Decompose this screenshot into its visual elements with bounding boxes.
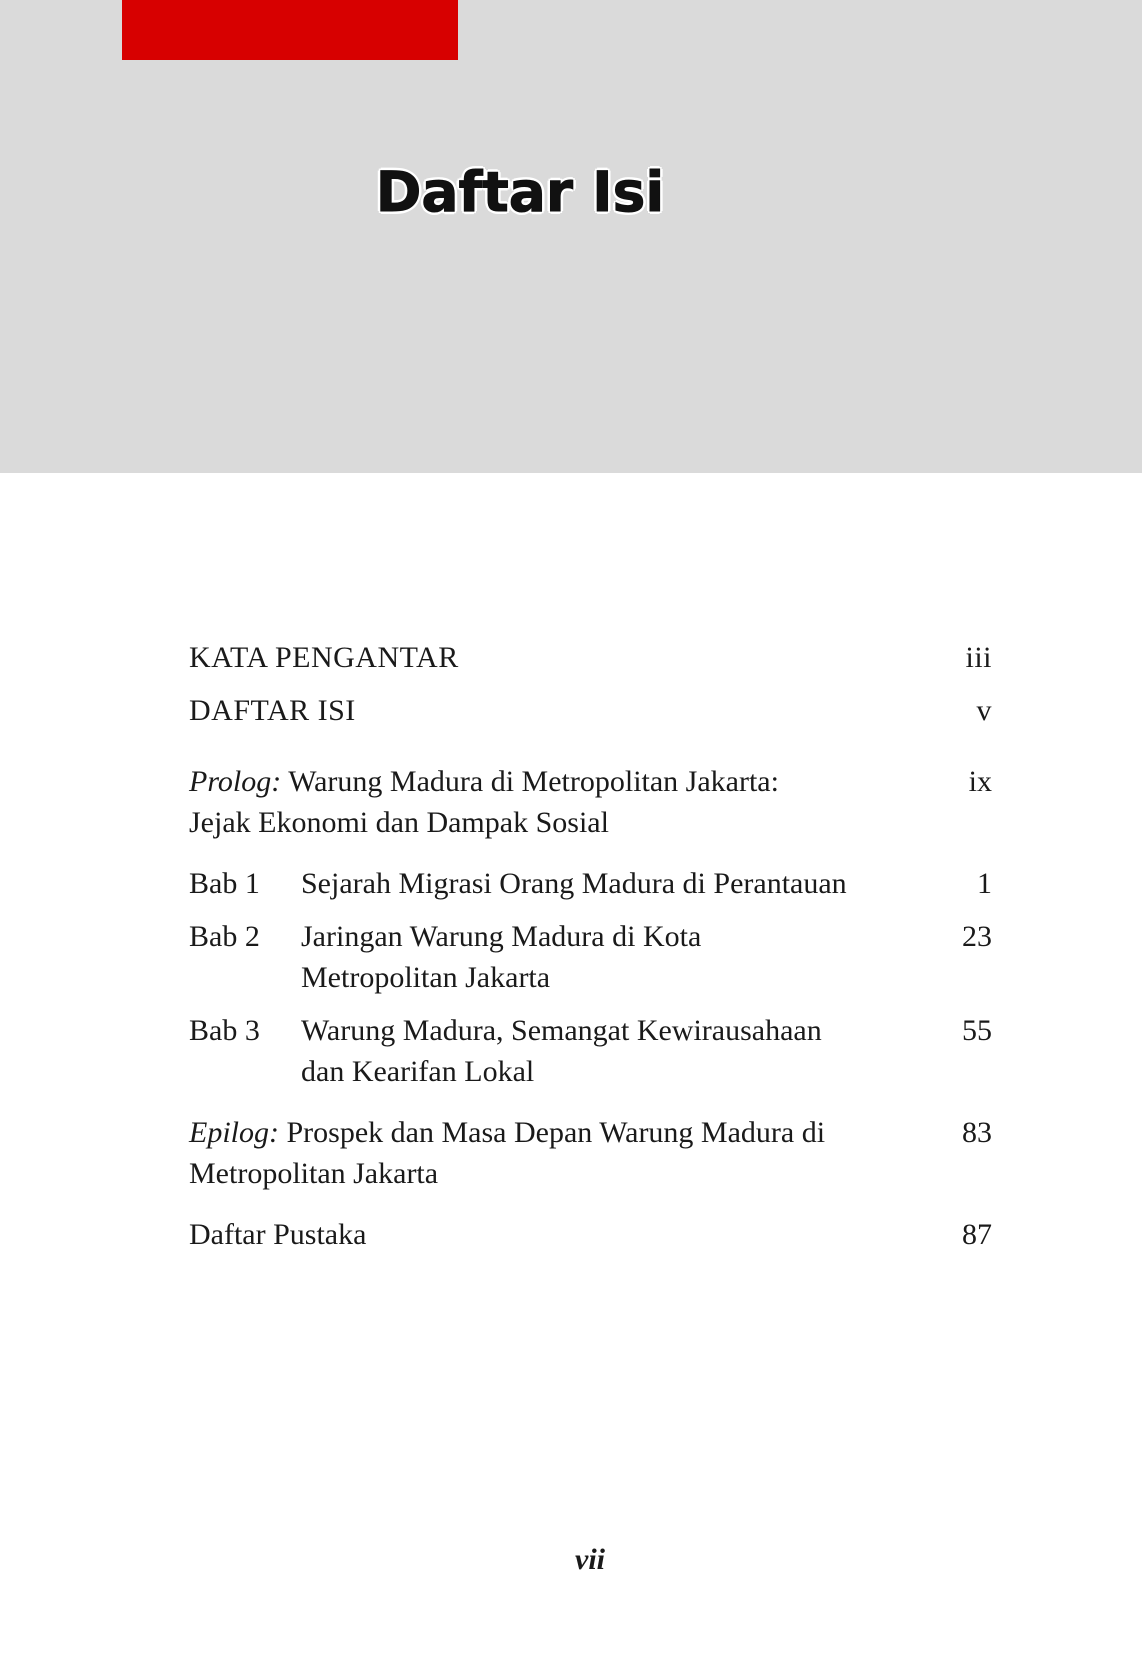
toc-entry-title-line1: Warung Madura di Metropolitan Jakarta:	[288, 765, 779, 798]
toc-entry-title: DAFTAR ISI	[189, 694, 356, 727]
toc-entry-bab-1[interactable]	[189, 863, 992, 904]
chapter-label: Bab 2	[189, 920, 260, 953]
toc-entry-page: 1	[977, 867, 992, 900]
chapter-label: Bab 1	[189, 867, 260, 900]
toc-entry-bab-2[interactable]	[189, 916, 992, 998]
chapter-entry	[189, 863, 992, 904]
toc-entry-prolog[interactable]	[189, 761, 992, 843]
toc-entry-prefix: Prolog:	[189, 765, 282, 798]
toc-entry-page: v	[976, 694, 992, 727]
toc-entry-title	[189, 761, 992, 843]
toc-entry-page: ix	[968, 765, 992, 798]
toc-entry-title: Daftar Pustaka	[189, 1218, 367, 1251]
toc-entry-daftar-pustaka[interactable]	[189, 1214, 992, 1255]
chapter-title-line1: Jaringan Warung Madura di Kota	[301, 920, 702, 953]
toc-entry-title-line2: Metropolitan Jakarta	[189, 1157, 439, 1190]
toc-entry-title-line2: Jejak Ekonomi dan Dampak Sosial	[189, 806, 609, 839]
toc-entry-bab-3[interactable]	[189, 1010, 992, 1092]
toc-entry-title-line1: Prospek dan Masa Depan Warung Madura di	[286, 1116, 826, 1149]
accent-tab	[122, 0, 458, 60]
chapter-title-line2: dan Kearifan Lokal	[301, 1055, 535, 1088]
toc-entry-page: 83	[962, 1116, 992, 1149]
chapter-entry	[189, 916, 992, 998]
toc-entry-title	[189, 1112, 992, 1194]
toc-entry-page: 87	[962, 1218, 992, 1251]
chapter-entry	[189, 1010, 992, 1092]
chapter-title-line2: Metropolitan Jakarta	[301, 961, 551, 994]
toc-entry-prefix: Epilog:	[189, 1116, 279, 1149]
toc-entry-kata-pengantar[interactable]	[189, 637, 992, 678]
table-of-contents	[189, 637, 992, 1255]
chapter-label: Bab 3	[189, 1014, 260, 1047]
chapter-title-line1: Sejarah Migrasi Orang Madura di Perantauan	[301, 867, 847, 900]
chapter-title-line1: Warung Madura, Semangat Kewirausahaan	[301, 1014, 822, 1047]
chapter-title	[301, 863, 942, 904]
toc-entry-page: 55	[962, 1014, 992, 1047]
toc-entry-epilog[interactable]	[189, 1112, 992, 1194]
chapter-title	[301, 1010, 942, 1092]
toc-entry-page: iii	[965, 641, 992, 674]
page-title: Daftar Isi	[375, 160, 665, 224]
header-band	[0, 0, 1142, 473]
chapter-title	[301, 916, 942, 998]
toc-entry-title: KATA PENGANTAR	[189, 641, 459, 674]
page-number: vii	[575, 1543, 605, 1576]
toc-entry-daftar-isi[interactable]	[189, 690, 992, 731]
toc-entry-page: 23	[962, 920, 992, 953]
